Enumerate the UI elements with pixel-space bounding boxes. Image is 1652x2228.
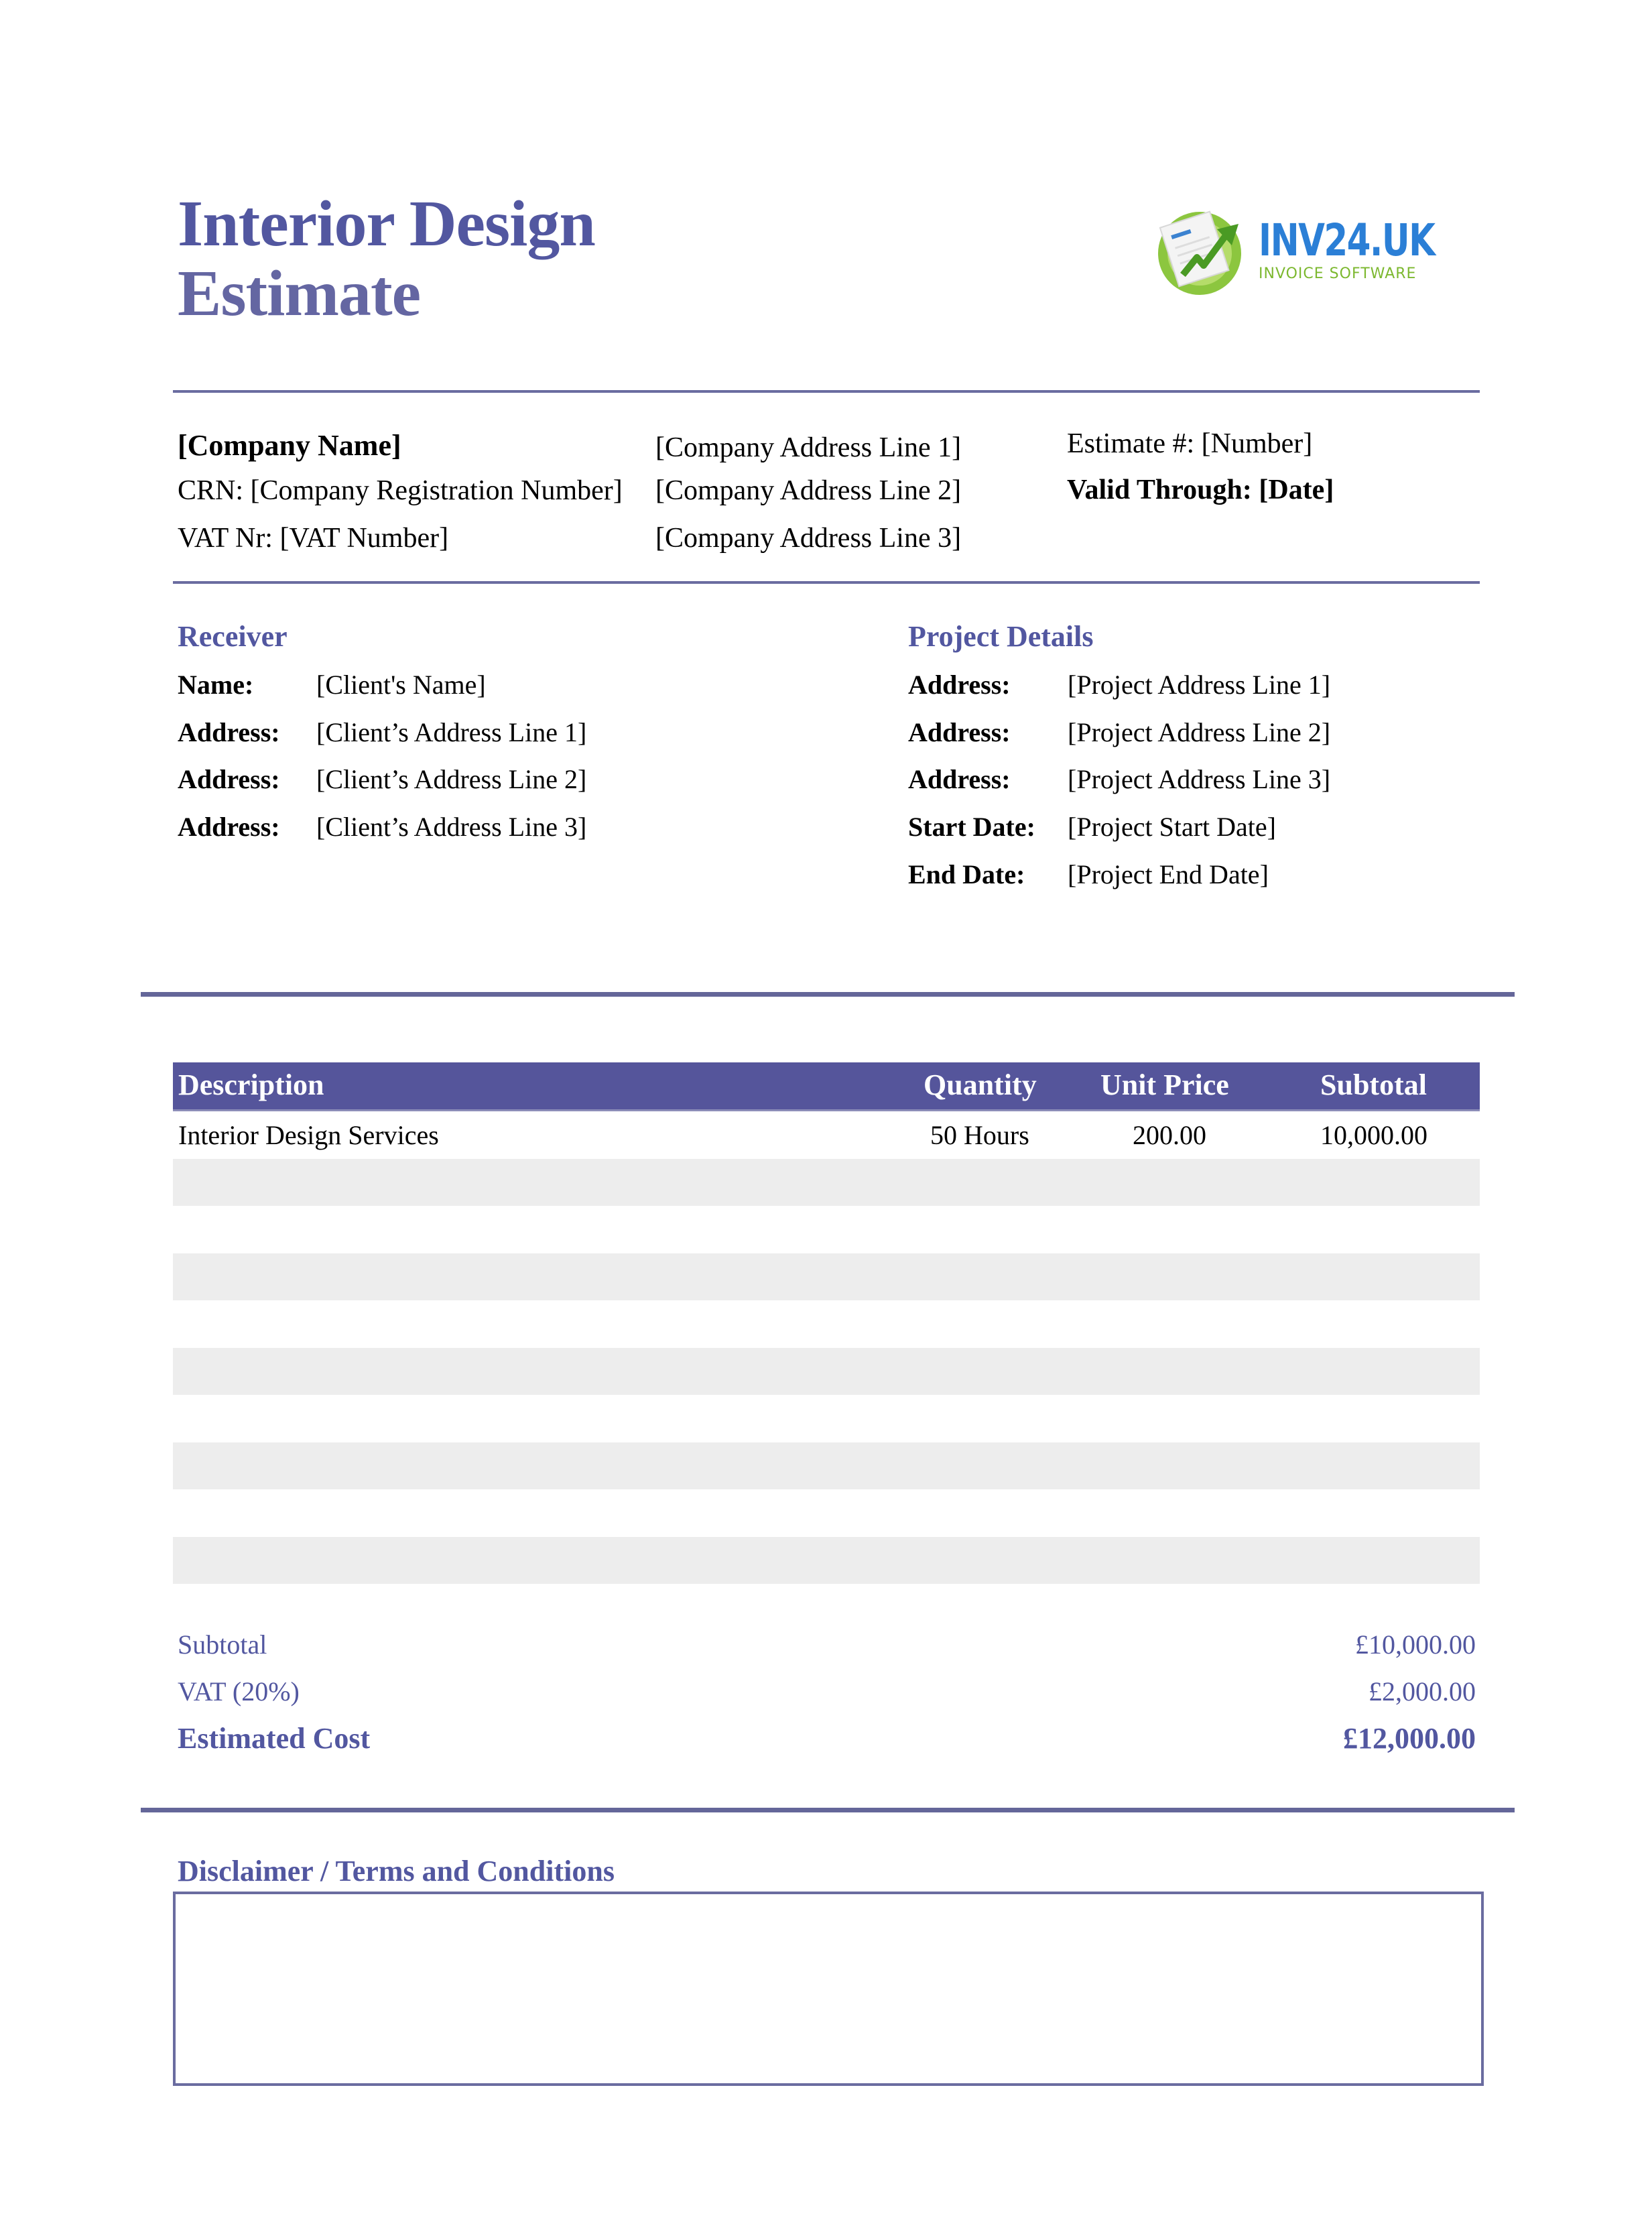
project-label: Address:	[908, 717, 1011, 747]
company-name: [Company Name]	[178, 429, 401, 462]
receiver-label: Address:	[178, 764, 280, 794]
cell-description: Interior Design Services	[178, 1120, 439, 1150]
table-row[interactable]	[173, 1442, 1480, 1490]
table-row[interactable]	[173, 1300, 1480, 1348]
company-vat: VAT Nr: [VAT Number]	[178, 523, 449, 554]
cell-unit-price: 200.00	[1133, 1120, 1206, 1150]
receiver-value: [Client’s Address Line 3]	[316, 812, 587, 842]
receiver-value: [Client's Name]	[316, 670, 486, 700]
project-label: Address:	[908, 764, 1011, 794]
project-value: [Project Start Date]	[1068, 812, 1276, 842]
document-growth-arrow-icon	[1153, 200, 1253, 300]
table-row[interactable]	[173, 1348, 1480, 1396]
logo-tagline: INVOICE SOFTWARE	[1259, 265, 1417, 282]
column-header-unit-price: Unit Price	[1100, 1068, 1229, 1101]
disclaimer-text-box[interactable]	[173, 1892, 1484, 2086]
project-value: [Project Address Line 1]	[1068, 670, 1331, 700]
receiver-heading: Receiver	[178, 620, 288, 653]
project-value: [Project End Date]	[1068, 859, 1269, 889]
table-row[interactable]	[173, 1489, 1480, 1537]
disclaimer-heading: Disclaimer / Terms and Conditions	[178, 1855, 615, 1887]
receiver-label: Address:	[178, 717, 280, 747]
project-label: End Date:	[908, 859, 1025, 889]
cell-quantity: 50 Hours	[930, 1120, 1029, 1150]
column-header-subtotal: Subtotal	[1320, 1068, 1427, 1101]
disclaimer-body	[176, 1894, 1481, 1916]
receiver-value: [Client’s Address Line 1]	[316, 717, 587, 747]
project-label: Address:	[908, 670, 1011, 700]
vat-value: £2,000.00	[1369, 1676, 1476, 1707]
table-row[interactable]	[173, 1395, 1480, 1442]
table-row[interactable]	[173, 1159, 1480, 1206]
company-address-line-3: [Company Address Line 3]	[655, 523, 962, 554]
estimate-number: Estimate #: [Number]	[1067, 428, 1313, 459]
title-line-2: Estimate	[178, 257, 421, 330]
receiver-label: Name:	[178, 670, 254, 700]
project-label: Start Date:	[908, 812, 1035, 842]
line-items-table	[173, 1062, 1480, 1584]
subtotal-value: £10,000.00	[1355, 1629, 1476, 1660]
project-value: [Project Address Line 3]	[1068, 764, 1331, 794]
section-divider	[141, 1808, 1515, 1812]
company-address-line-1: [Company Address Line 1]	[655, 432, 962, 463]
valid-through: Valid Through: [Date]	[1067, 475, 1334, 505]
column-header-description: Description	[178, 1068, 324, 1101]
table-row[interactable]	[173, 1537, 1480, 1585]
subtotal-label: Subtotal	[178, 1629, 267, 1660]
project-details-heading: Project Details	[908, 620, 1094, 653]
table-row[interactable]	[173, 1253, 1480, 1301]
table-header	[173, 1062, 1480, 1111]
table-row[interactable]	[173, 1111, 1480, 1159]
estimated-cost-value: £12,000.00	[1343, 1722, 1476, 1755]
logo-brand-text: INV24.UK	[1259, 214, 1435, 266]
company-address-line-2: [Company Address Line 2]	[655, 475, 962, 506]
receiver-value: [Client’s Address Line 2]	[316, 764, 587, 794]
company-crn: CRN: [Company Registration Number]	[178, 475, 623, 506]
company-logo	[1153, 200, 1434, 300]
section-divider	[141, 992, 1515, 997]
title-line-1: Interior Design	[178, 188, 595, 260]
cell-subtotal: 10,000.00	[1320, 1120, 1427, 1150]
table-row[interactable]	[173, 1206, 1480, 1253]
column-header-quantity: Quantity	[924, 1068, 1037, 1101]
vat-label: VAT (20%)	[178, 1676, 300, 1707]
receiver-label: Address:	[178, 812, 280, 842]
divider	[173, 390, 1480, 393]
document-title	[178, 189, 595, 328]
divider	[173, 581, 1480, 584]
project-value: [Project Address Line 2]	[1068, 717, 1331, 747]
estimated-cost-label: Estimated Cost	[178, 1722, 371, 1755]
